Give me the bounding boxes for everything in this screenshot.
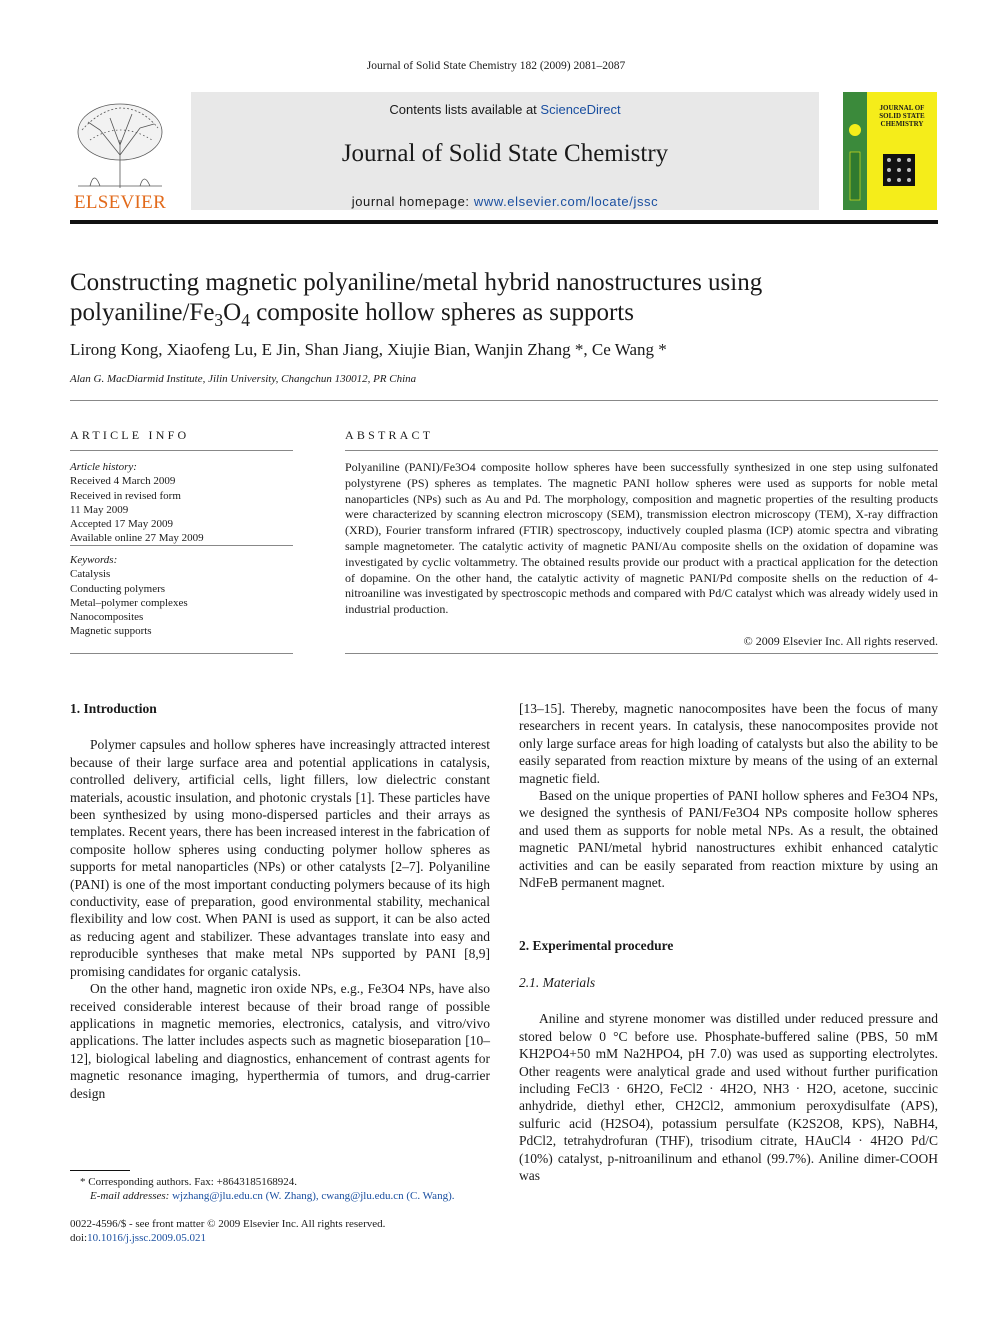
title-rule xyxy=(70,400,938,401)
contents-line xyxy=(191,102,819,117)
body-left-column xyxy=(70,700,490,1102)
author-list: Lirong Kong, Xiaofeng Lu, E Jin, Shan Jiang, Xiujie Bian, Wanjin Zhang *, Ce Wang * xyxy=(70,340,667,359)
section-1-heading: 1. Introduction xyxy=(70,701,157,716)
keywords xyxy=(70,553,293,639)
history-rule xyxy=(70,545,293,546)
doi-link[interactable]: 10.1016/j.jssc.2009.05.021 xyxy=(87,1232,206,1244)
issn-line: 0022-4596/$ - see front matter © 2009 Elsevier Inc. All rights reserved. xyxy=(70,1218,386,1230)
keywords-label: Keywords: xyxy=(70,554,118,566)
abstract-bottom-rule xyxy=(345,653,938,654)
homepage-prefix: journal homepage: xyxy=(351,194,474,209)
header-rule xyxy=(70,220,938,224)
article-info-heading: ARTICLE INFO xyxy=(70,428,190,442)
article-history xyxy=(70,460,293,546)
cover-spine-art xyxy=(843,92,867,210)
sciencedirect-link[interactable]: ScienceDirect xyxy=(540,102,621,117)
body-right-column xyxy=(519,700,938,1184)
title-line-2: polyaniline/$Fe_3O_4$ composite hollow spheres as supports xyxy=(70,299,634,330)
history-item: Available online 27 May 2009 xyxy=(70,532,204,545)
intro-paragraph-2-continued: [13–15]. Thereby, magnetic nanocomposites have been the focus of many researchers in recent years. In catalysis, these nanocomposites provide not only large surface areas for high loading of catalysts but also the ability to be easily separated from reaction mixture by means of the using of an external magnetic field. xyxy=(519,701,938,786)
footnotes xyxy=(70,1175,500,1203)
paper-title xyxy=(70,268,940,328)
contents-prefix: Contents lists available at xyxy=(389,102,541,117)
cover-title: JOURNAL OF SOLID STATE CHEMISTRY xyxy=(879,104,925,128)
history-item: Accepted 17 May 2009 xyxy=(70,518,173,531)
section-2-heading: 2. Experimental procedure xyxy=(519,938,674,954)
homepage-link[interactable]: www.elsevier.com/locate/jssc xyxy=(473,194,659,209)
cover-crystal-image xyxy=(883,154,915,186)
abstract-rule xyxy=(345,450,938,451)
abstract-text: Polyaniline (PANI)/Fe3O4 composite hollow spheres have been successfully synthesized in one step using sulfonated polystyrene (PS) spheres as templates. The magnetic PANI hollow spheres were used as supports for noble metal nanoparticles (NPs) such as Au and Pd. The morphology, composition and magnetic properties of the resulting products were characterized by scanning electron microscopy (SEM), transmission electron microscopy (TEM), X-ray diffraction (XRD), Fourier transform infrared (FTIR) spectroscopy, inductively coupled plasma (ICP) atomic spectra and vibrating sample magnetometer. The catalytic activity of magnetic PANI/Au composite shells on the oxidation of dopamine was investigated by cyclic voltammetry. The obtained results provide our product with a practical application for the detection of dopamine. On the other hand, the catalytic activity of magnetic PANI/Pd composite shells on the reduction of 4-nitroaniline was investigated by spectroscopic methods and compared with Pd/C catalyst which was already widely used in industrial production. xyxy=(345,460,938,617)
elsevier-wordmark: ELSEVIER xyxy=(73,192,167,213)
running-head: Journal of Solid State Chemistry 182 (2009) 2081–2087 xyxy=(366,60,626,72)
journal-title: Journal of Solid State Chemistry xyxy=(341,140,669,167)
keyword: Catalysis xyxy=(70,568,111,581)
article-info-rule xyxy=(70,450,293,451)
abstract-copyright: © 2009 Elsevier Inc. All rights reserved. xyxy=(743,634,938,648)
issn-block xyxy=(70,1217,500,1245)
abstract-heading: ABSTRACT xyxy=(345,428,434,442)
keywords-rule xyxy=(70,653,293,654)
intro-paragraph-2: On the other hand, magnetic iron oxide NPs, e.g., Fe3O4 NPs, have also received considerable interest because of their broad range of possible applications in magnetic memories, electronics, catalysis, and vitro/vivo applications. The latter includes aspects such as magnetic bioseparation [10–12], biological labeling and diagnostics, enhancement of contrast agents for magnetic resonance imaging, hyperthermia of tumors, and drug-carrier design xyxy=(70,981,490,1101)
homepage-line xyxy=(191,194,819,209)
title-line-1: Constructing magnetic polyaniline/metal hybrid nanostructures using xyxy=(70,269,763,296)
footnote-rule xyxy=(70,1170,130,1171)
affiliation: Alan G. MacDiarmid Institute, Jilin University, Changchun 130012, PR China xyxy=(70,373,417,385)
section-2-1-heading: 2.1. Materials xyxy=(519,974,596,990)
history-item: Received in revised form xyxy=(70,489,181,502)
keyword: Metal–polymer complexes xyxy=(70,596,188,609)
history-label: Article history: xyxy=(70,461,137,473)
cover-spine xyxy=(843,92,867,210)
history-item: 11 May 2009 xyxy=(70,503,129,516)
email-note: E-mail addresses: wjzhang@jlu.edu.cn (W. Zhang), cwang@jlu.edu.cn (C. Wang). xyxy=(90,1190,455,1202)
journal-cover-thumbnail[interactable] xyxy=(843,92,937,210)
materials-paragraph: Aniline and styrene monomer was distilled under reduced pressure and stored below 0 °C before use. Phosphate-buffered saline (PBS, 50 mM KH2PO4+50 mM Na2HPO4, pH 7.0) was used as supporting electrolytes. Other reagents were analytical grade and used without further purification including FeCl3 · 6H2O, FeCl2 · 4H2O, NH3 · H2O, acetone, succinic anhydride, diethyl ether, CH2Cl2, ammonium peroxydisulfate (APS), sulfuric acid (H2SO4), potassium persulfate (K2S2O8, KPS), NaBH4, PdCl2, tetrahydrofuran (THF), trisodium citrate, HAuCl4 · 4H2O Pd/C (10%) catalyst, p-nitroanilinum and ethanol (99.7%). Aniline dimer-COOH was xyxy=(519,1011,938,1183)
doi-line: doi:10.1016/j.jssc.2009.05.021 xyxy=(70,1232,206,1244)
keyword: Nanocomposites xyxy=(70,611,144,624)
intro-paragraph-1: Polymer capsules and hollow spheres have increasingly attracted interest because of their large surface area and potential applications in catalysis, controlled delivery, artificial cells, light fillers, low dielectric constant materials, acoustic insulation, and photonic crystals [1]. These particles have been synthesized by using mono-dispersed particles and their arrays as templates. Recent years, there has been increased interest in the fabrication of composite hollow spheres using conducting polymer hollow spheres as supports for metal nanoparticles (NPs) or other catalysts [2–7]. Polyaniline (PANI) is one of the most important conducting polymers because of its high conductivity, ease of preparation, good environmental stability, mechanical flexibility and low cost. When PANI is used as support, it can be also acted as reducing agent and stabilizer. These advantages translate into easy and reproducible syntheses that make metal NPs supported by PANI [8,9] promising candidates for organic catalysis. xyxy=(70,737,490,979)
email-links[interactable]: wjzhang@jlu.edu.cn (W. Zhang), cwang@jlu.edu.cn (C. Wang). xyxy=(172,1190,455,1202)
corresponding-author-note: * Corresponding authors. Fax: +8643185168924. xyxy=(80,1176,298,1188)
keyword: Magnetic supports xyxy=(70,625,152,638)
history-item: Received 4 March 2009 xyxy=(70,475,176,488)
keyword: Conducting polymers xyxy=(70,582,166,595)
tree-icon xyxy=(70,100,170,190)
intro-paragraph-3: Based on the unique properties of PANI hollow spheres and Fe3O4 NPs, we designed the synthesis of PANI/Fe3O4 NPs composite hollow spheres and used them as supports for noble metal NPs. As a result, the obtained magnetic PANI/metal hybrid nanostructures exhibit enhanced catalytic activities and can be easily separated from reaction mixture by using an NdFeB permanent magnet. xyxy=(519,788,938,891)
